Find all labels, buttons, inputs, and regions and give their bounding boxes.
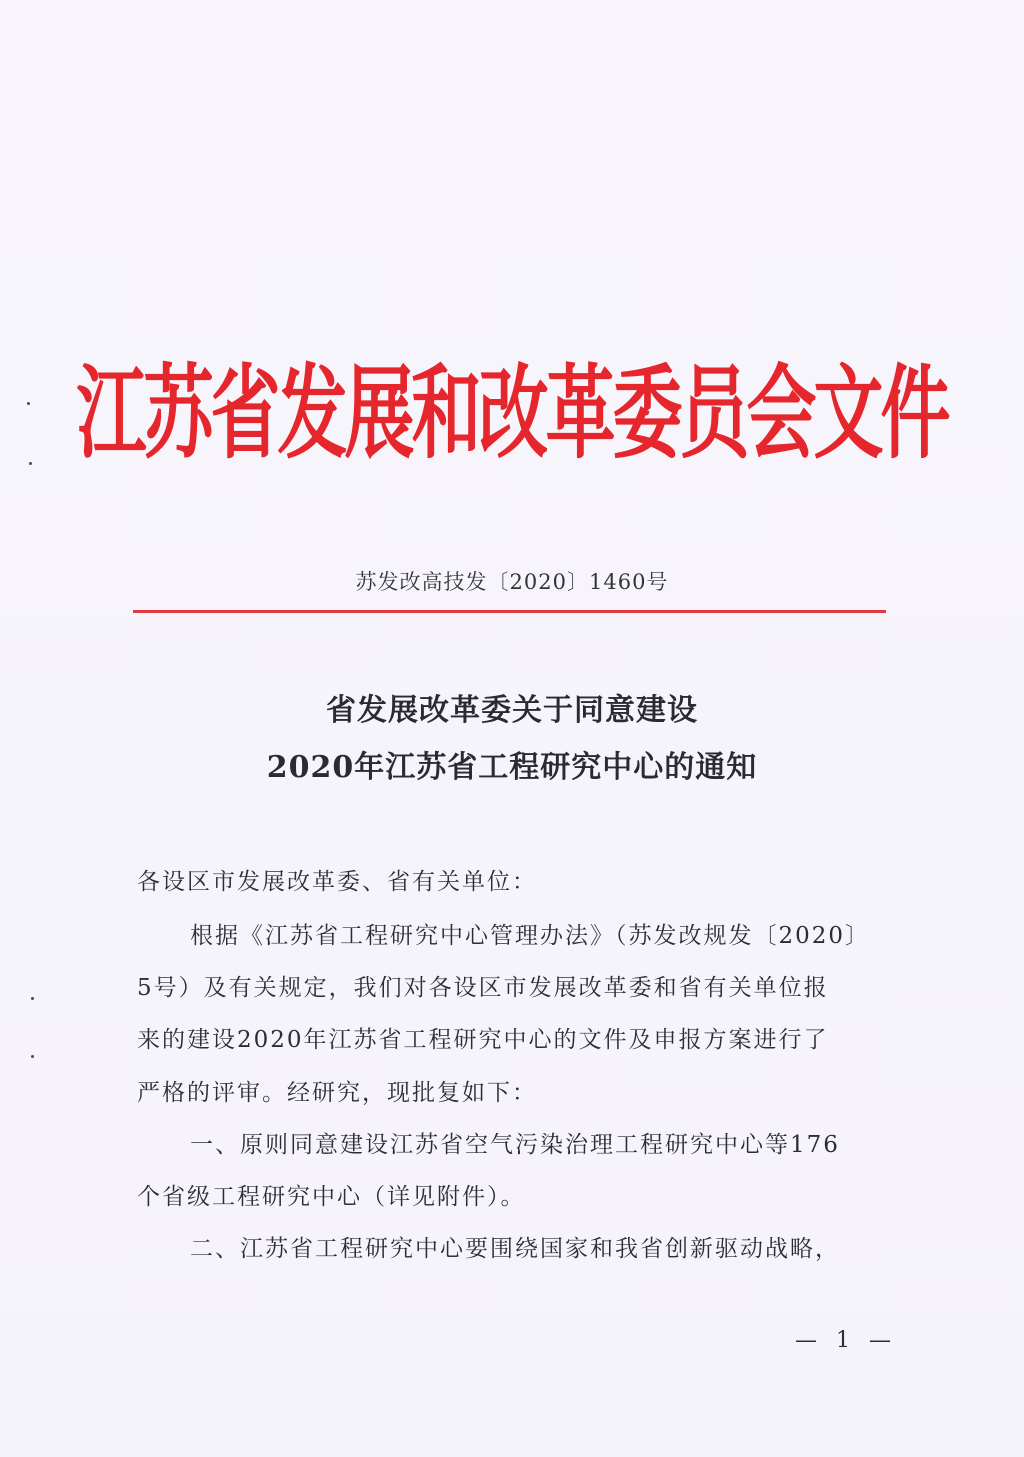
body-text-line: 二、江苏省工程研究中心要围绕国家和我省创新驱动战略， bbox=[190, 1236, 840, 1262]
scan-speck bbox=[29, 462, 32, 465]
body-text-line: 根据《江苏省工程研究中心管理办法》（苏发改规发〔2020〕 bbox=[190, 923, 871, 949]
document-number: 苏发改高技发〔2020〕1460号 bbox=[355, 570, 669, 594]
notice-title-line-1: 省发展改革委关于同意建设 bbox=[326, 693, 698, 728]
page-number: — 1 — bbox=[795, 1328, 897, 1353]
salutation-line: 各设区市发展改革委、省有关单位： bbox=[137, 869, 537, 895]
body-text-line: 严格的评审。经研究，现批复如下： bbox=[137, 1080, 537, 1106]
body-text-line: 来的建设2020年江苏省工程研究中心的文件及申报方案进行了 bbox=[137, 1027, 829, 1053]
red-divider-line bbox=[133, 610, 886, 613]
scan-speck bbox=[31, 1055, 34, 1058]
body-text-line: 一、原则同意建设江苏省空气污染治理工程研究中心等176 bbox=[190, 1132, 840, 1158]
body-text-line: 个省级工程研究中心（详见附件）。 bbox=[137, 1184, 526, 1210]
scan-speck bbox=[31, 997, 34, 1000]
issuing-organization-title: 江苏省发展和改革委员会文件 bbox=[76, 352, 948, 473]
notice-title-line-2: 2020年江苏省工程研究中心的通知 bbox=[266, 750, 758, 785]
scan-speck bbox=[27, 402, 30, 405]
body-text-line: 5号）及有关规定，我们对各设区市发展改革委和省有关单位报 bbox=[137, 975, 829, 1001]
